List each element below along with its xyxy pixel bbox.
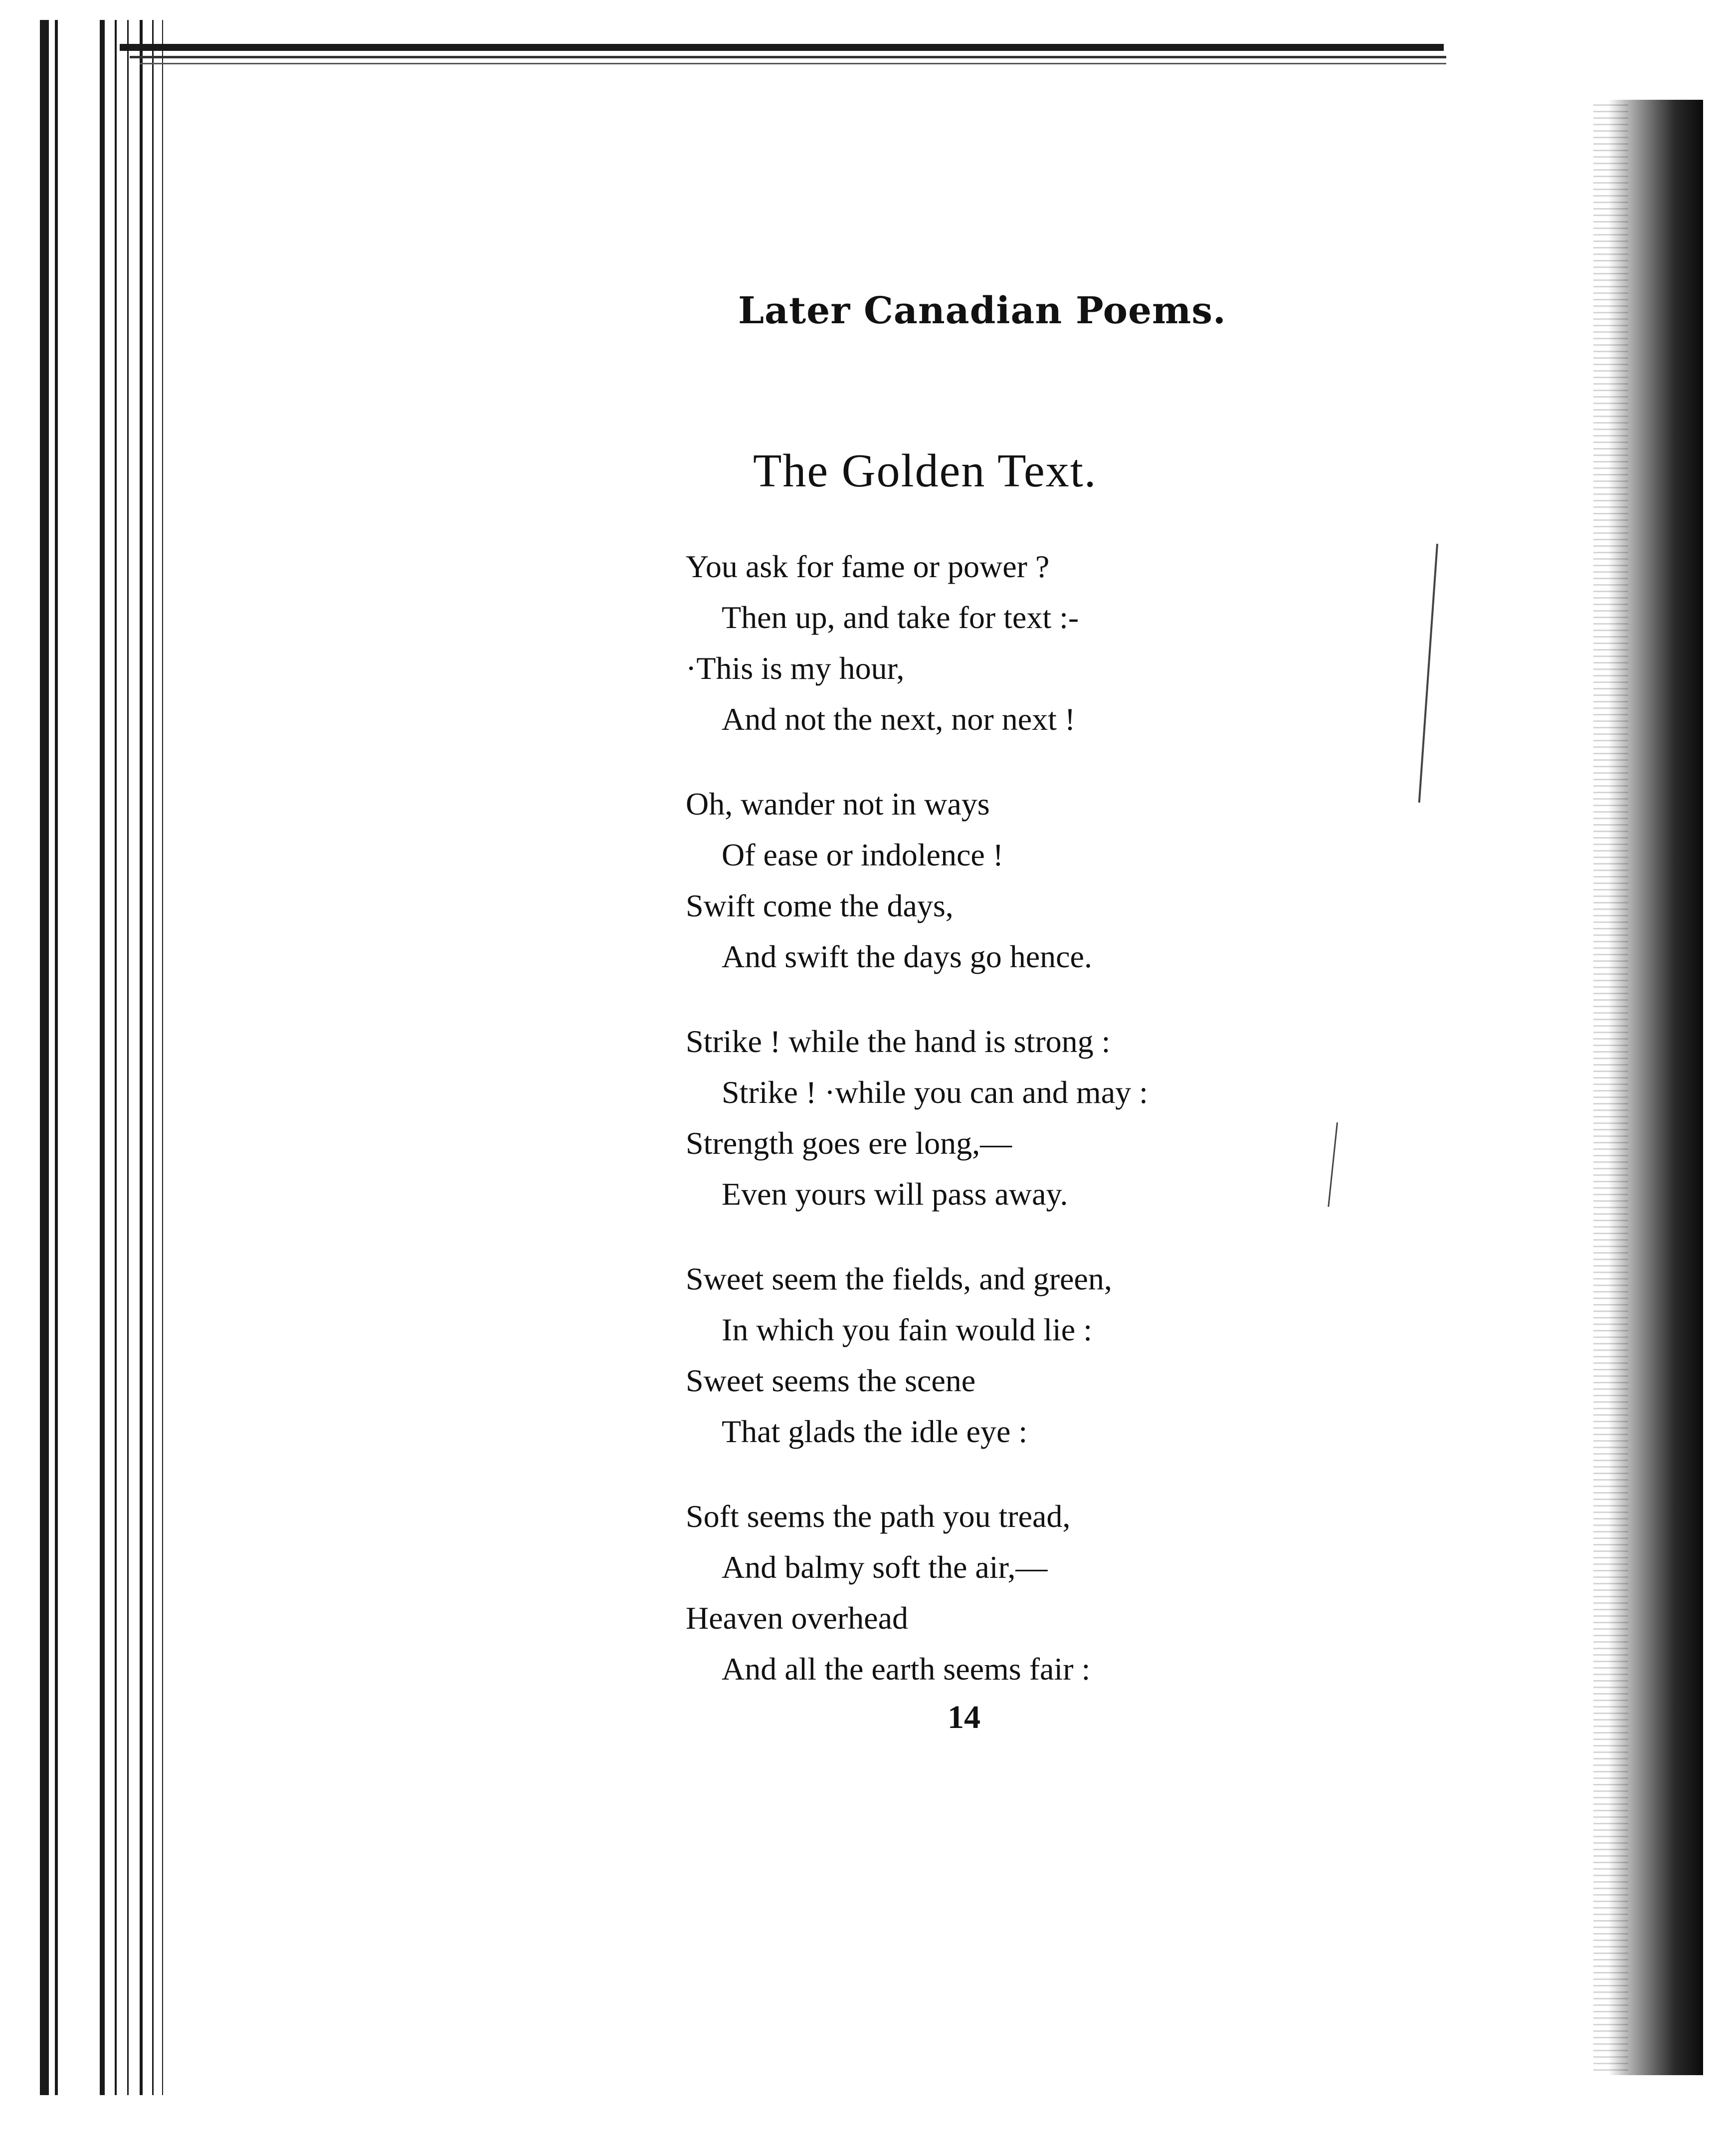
poem-line: And swift the days go hence. (722, 939, 1092, 974)
stanza (686, 541, 1309, 745)
poem-line: Strike ! while the hand is strong : (686, 1024, 1111, 1059)
poem-line: Strength goes ere long,— (686, 1125, 1012, 1161)
poem-line: Sweet seems the scene (686, 1363, 976, 1398)
poem-line: ·This is my hour, (686, 650, 905, 686)
poem-line: Then up, and take for text :- (722, 600, 1079, 635)
poem-line: Sweet seem the fields, and green, (686, 1261, 1112, 1296)
poem-line: Soft seems the path you tread, (686, 1499, 1071, 1534)
poem-line: Even yours will pass away. (722, 1176, 1068, 1212)
top-border-rule-inner (130, 56, 1446, 58)
stanza (686, 1254, 1309, 1457)
poem-line: Heaven overhead (686, 1600, 908, 1636)
poem-line: Strike ! ·while you can and may : (722, 1074, 1148, 1110)
top-border-rule-inner-2 (140, 63, 1446, 64)
poem-line: In which you fain would lie : (722, 1312, 1092, 1347)
stanza (686, 779, 1309, 982)
page-number: 14 (948, 1699, 980, 1735)
poem-line: And balmy soft the air,— (722, 1549, 1048, 1585)
poem-line: That glads the idle eye : (722, 1414, 1028, 1449)
stanza (686, 1016, 1309, 1220)
left-binding-edge (40, 20, 170, 2095)
poem-line: Of ease or indolence ! (722, 837, 1004, 872)
right-page-edge-speckle (1593, 100, 1628, 2075)
stanza (686, 1491, 1309, 1695)
poem-body (686, 541, 1309, 1728)
poem-title: The Golden Text. (753, 445, 1097, 497)
poem-line: And not the next, nor next ! (722, 701, 1076, 737)
running-head: Later Canadian Poems. (738, 289, 1226, 332)
stray-pencil-mark (1328, 1122, 1338, 1207)
top-border-rule (120, 44, 1444, 51)
poem-line: And all the earth seems fair : (722, 1651, 1091, 1687)
poem-line: You ask for fame or power ? (686, 549, 1050, 584)
poem-line: Oh, wander not in ways (686, 786, 990, 822)
poem-line: Swift come the days, (686, 888, 954, 923)
stray-pencil-mark (1418, 544, 1438, 803)
